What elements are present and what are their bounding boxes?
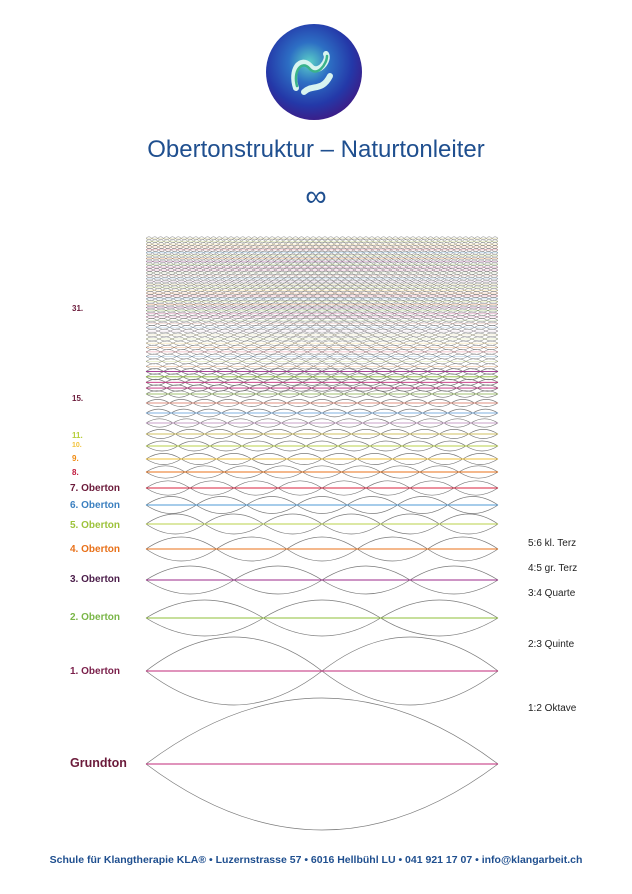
- wave-arc-lower: [146, 253, 498, 255]
- overtone-row-27: [146, 337, 498, 341]
- wave-arc-lower: [146, 618, 498, 636]
- wave-arc-upper: [146, 429, 498, 434]
- wave-arc-lower: [146, 413, 498, 417]
- overtone-row-9: [146, 466, 498, 478]
- wave-arc-lower: [146, 259, 498, 261]
- wave-arc-lower: [146, 305, 498, 307]
- infinity-symbol: ∞: [305, 180, 327, 213]
- wave-arc-upper: [146, 297, 498, 299]
- overtone-row-15: [146, 399, 498, 406]
- overtone-row-22: [146, 359, 498, 364]
- overtone-row-21: [146, 364, 498, 370]
- overtone-row-4: [146, 566, 498, 594]
- wave-arc-lower: [146, 331, 498, 333]
- wave-arc-upper: [146, 280, 498, 282]
- overtone-row-47: [146, 274, 498, 277]
- overtone-row-1: [146, 698, 498, 830]
- overtone-row-39: [146, 297, 498, 300]
- overtone-row-19: [146, 374, 498, 380]
- row-label-n8: 8.: [72, 468, 79, 477]
- wave-arc-lower: [146, 434, 498, 439]
- wave-arc-lower: [146, 549, 498, 561]
- wave-arc-lower: [146, 580, 498, 594]
- wave-arc-lower: [146, 282, 498, 284]
- wave-arc-lower: [146, 293, 498, 295]
- wave-arc-upper: [146, 600, 498, 618]
- overtone-row-11: [146, 441, 498, 451]
- wave-arc-lower: [146, 366, 498, 369]
- page-title: Obertonstruktur – Naturtonleiter: [147, 136, 485, 163]
- wave-arc-upper: [146, 419, 498, 423]
- overtone-row-41: [146, 291, 498, 294]
- wave-arc-upper: [146, 257, 498, 259]
- footer-contact: Schule für Klangtherapie KLA® • Luzernstrasse 57 • 6016 Hellbühl LU • 041 921 17 07 • info@klangarbeit.ch: [49, 854, 583, 866]
- wave-arc-lower: [146, 423, 498, 427]
- row-label-o6: 6. Oberton: [70, 500, 121, 511]
- wave-arc-lower: [146, 671, 498, 705]
- wave-arc-upper: [146, 441, 498, 446]
- wave-arc-lower: [146, 524, 498, 534]
- overtone-row-30: [146, 325, 498, 329]
- overtone-row-17: [146, 385, 498, 391]
- wave-arc-upper: [146, 537, 498, 549]
- interval-label: 5:6 kl. Terz: [528, 538, 577, 549]
- wave-arc-upper: [146, 274, 498, 276]
- wave-arc-upper: [146, 263, 498, 265]
- wave-arc-lower: [146, 488, 498, 495]
- wave-arc-upper: [146, 315, 498, 317]
- row-label-n15: 15.: [72, 394, 84, 403]
- wave-arc-upper: [146, 364, 498, 367]
- overtone-row-25: [146, 345, 498, 350]
- overtone-row-7: [146, 497, 498, 514]
- row-label-o4: 4. Oberton: [70, 544, 121, 555]
- wave-arc-lower: [146, 311, 498, 313]
- interval-label: 3:4 Quarte: [528, 588, 576, 599]
- overtone-row-3: [146, 600, 498, 636]
- overtone-row-2: [146, 637, 498, 705]
- overtone-row-29: [146, 329, 498, 333]
- wave-arc-lower: [146, 247, 498, 249]
- row-label-o3: 3. Oberton: [70, 574, 121, 585]
- interval-label: 1:2 Oktave: [528, 703, 577, 714]
- wave-arc-lower: [146, 317, 498, 319]
- overtone-row-16: [146, 391, 498, 398]
- row-label-o2: 2. Oberton: [70, 612, 121, 623]
- wave-arc-upper: [146, 385, 498, 388]
- wave-arc-lower: [146, 764, 498, 830]
- overtone-row-8: [146, 481, 498, 495]
- overtone-row-59: [146, 240, 498, 243]
- overtone-row-35: [146, 309, 498, 312]
- overtone-row-24: [146, 349, 498, 354]
- wave-arc-lower: [146, 505, 498, 514]
- overtone-row-5: [146, 537, 498, 561]
- wave-arc-lower: [146, 339, 498, 341]
- row-label-grundton: Grundton: [70, 756, 127, 770]
- overtone-row-6: [146, 514, 498, 534]
- row-label-o5: 5. Oberton: [70, 520, 121, 531]
- wave-arc-upper: [146, 497, 498, 506]
- wave-arc-lower: [146, 270, 498, 272]
- wave-arc-lower: [146, 287, 498, 289]
- overtone-row-12: [146, 429, 498, 438]
- wave-arc-lower: [146, 347, 498, 349]
- overtone-row-33: [146, 315, 498, 319]
- row-label-n10: 10.: [72, 442, 82, 449]
- wave-arc-upper: [146, 466, 498, 472]
- wave-arc-upper: [146, 399, 498, 403]
- wave-arc-upper: [146, 453, 498, 459]
- wave-arc-lower: [146, 472, 498, 478]
- overtone-row-10: [146, 453, 498, 464]
- overtone-row-53: [146, 257, 498, 260]
- row-label-n9: 9.: [72, 454, 79, 463]
- wave-arc-lower: [146, 403, 498, 407]
- wave-arc-lower: [146, 459, 498, 465]
- overtone-row-18: [146, 379, 498, 385]
- wave-arc-upper: [146, 337, 498, 339]
- wave-arc-upper: [146, 637, 498, 671]
- overtone-row-14: [146, 409, 498, 417]
- wave-arc-upper: [146, 698, 498, 764]
- wave-arc-upper: [146, 514, 498, 524]
- wave-arc-lower: [146, 357, 498, 360]
- overtone-row-13: [146, 419, 498, 427]
- interval-label: 4:5 gr. Terz: [528, 563, 578, 574]
- wave-arc-lower: [146, 264, 498, 266]
- row-label-n11: 11.: [72, 431, 83, 440]
- wave-arc-upper: [146, 566, 498, 580]
- wave-arc-lower: [146, 394, 498, 397]
- wave-arc-upper: [146, 322, 498, 324]
- overtone-row-20: [146, 369, 498, 375]
- wave-arc-upper: [146, 481, 498, 488]
- row-label-o1: 1. Oberton: [70, 666, 121, 677]
- overtone-row-45: [146, 280, 498, 283]
- overtone-row-26: [146, 341, 498, 346]
- wave-arc-upper: [146, 345, 498, 347]
- overtone-row-23: [146, 354, 498, 359]
- wave-arc-upper: [146, 409, 498, 413]
- overtone-row-28: [146, 333, 498, 337]
- row-label-n31: 31.: [72, 304, 84, 313]
- wave-arc-upper: [146, 240, 498, 242]
- interval-label: 2:3 Quinte: [528, 639, 575, 650]
- wave-arc-lower: [146, 446, 498, 451]
- row-label-o7: 7. Oberton: [70, 483, 121, 494]
- wave-arc-lower: [146, 324, 498, 326]
- wave-arc-lower: [146, 276, 498, 278]
